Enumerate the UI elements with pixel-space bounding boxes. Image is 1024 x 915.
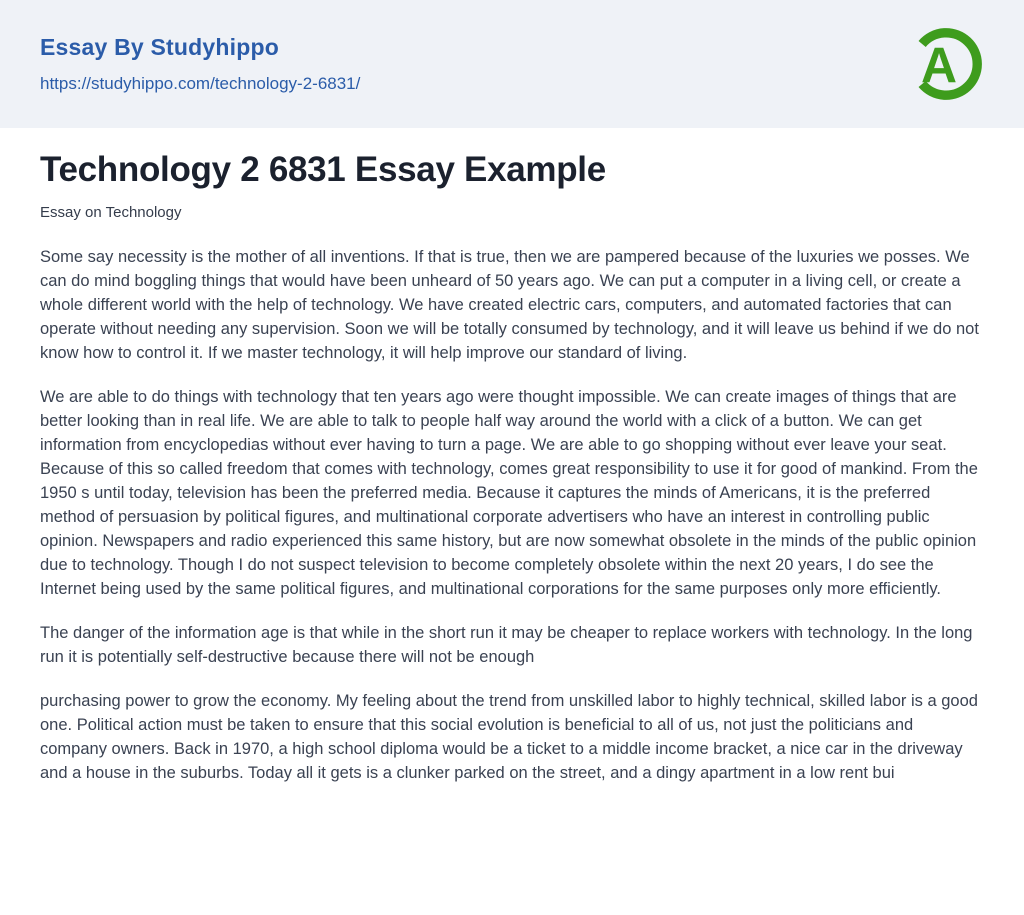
page-header (0, 0, 1024, 128)
essay-paragraph-1: Some say necessity is the mother of all inventions. If that is true, then we are pampered because of the luxuries we posses. We can do mind boggling things that would have been unheard of 50 years ago. We can put a computer in a living cell, or create a whole different world with the help of technology. We have created electric cars, computers, and automated factories that can operate without needing any supervision. Soon we will be totally consumed by technology, and it will leave us behind if we do not know how to control it. If we master technology, it will help improve our standard of living. (40, 248, 979, 362)
article-subtitle: Essay on Technology (40, 204, 182, 221)
site-title: Essay By Studyhippo (40, 34, 279, 60)
logo-letter: A (920, 37, 958, 94)
studyhippo-logo-icon (907, 25, 985, 103)
essay-content (0, 128, 1024, 785)
essay-paragraph-2: We are able to do things with technology that ten years ago were thought impossible. We can create images of things that are better looking than in real life. We are able to talk to people half way around the world with a click of a button. We can get information from encyclopedias without ever having to turn a page. We are able to go shopping without ever leave your seat. Because of this so called freedom that comes with technology, comes great responsibility to use it for good of mankind. From the 1950 s until today, television has been the preferred media. Because it captures the minds of Americans, it is the preferred method of persuasion by political figures, and multinational corporate advertisers who have an interest in controlling public opinion. Newspapers and radio experienced this same history, but are now somewhat obsolete in the minds of the public opinion due to technology. Though I do not suspect television to become completely obsolete within the next 20 years, I do see the Internet being used by the same political figures, and multinational corporations for the same purposes only more efficiently. (40, 388, 978, 598)
header-text-block (40, 34, 360, 94)
page-url-link[interactable]: https://studyhippo.com/technology-2-6831/ (40, 74, 361, 93)
essay-paragraph-4: purchasing power to grow the economy. My feeling about the trend from unskilled labor to highly technical, skilled labor is a good one. Political action must be taken to ensure that this social evolution is beneficial to all of us, not just the politicians and company owners. Back in 1970, a high school diploma would be a ticket to a middle income bracket, a nice car in the driveway and a house in the suburbs. Today all it gets is a clunker parked on the street, and a dingy apartment in a low rent bui (40, 692, 978, 782)
article-title: Technology 2 6831 Essay Example (40, 150, 606, 189)
essay-paragraph-3: The danger of the information age is that while in the short run it may be cheaper to replace workers with technology. In the long run it is potentially self-destructive because there will not be enough (40, 624, 973, 666)
